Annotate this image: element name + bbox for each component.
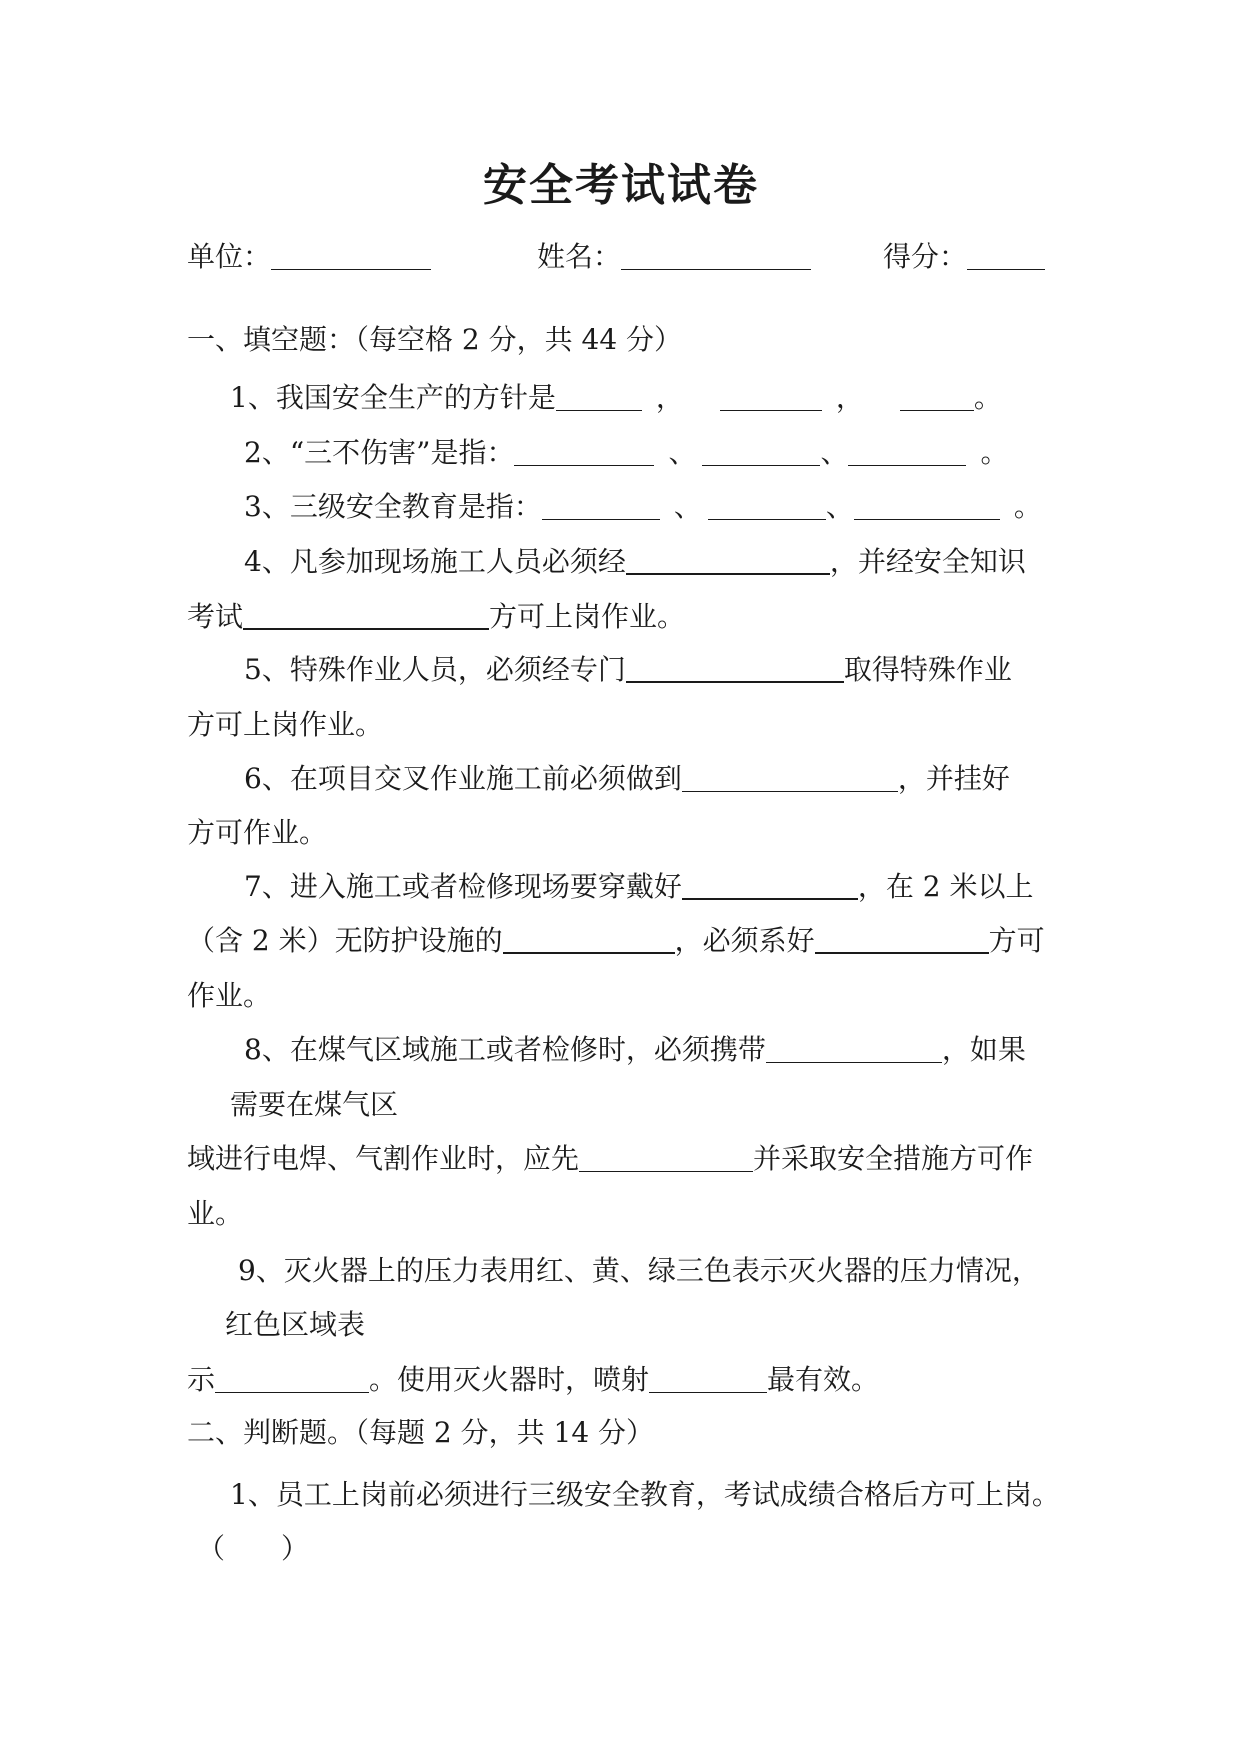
q3-blank-3[interactable] bbox=[854, 493, 1000, 520]
question-4-line-2: 考试 方可上岗作业。 bbox=[187, 600, 686, 633]
q2-blank-2[interactable] bbox=[702, 439, 820, 466]
score-label: 得分： bbox=[883, 240, 968, 273]
unit-label: 单位： bbox=[187, 240, 272, 273]
q9-blank-1[interactable] bbox=[215, 1366, 369, 1393]
name-field bbox=[537, 240, 811, 274]
page-title: 安全考试试卷 bbox=[483, 160, 759, 211]
question-5-line-1: 5、特殊作业人员，必须经专门 取得特殊作业 bbox=[244, 653, 1012, 686]
question-5-line-2: 方可上岗作业。 bbox=[187, 708, 384, 741]
question-8-line-1: 8、在煤气区域施工或者检修时，必须携带 ，如果 bbox=[244, 1033, 1026, 1066]
q9-blank-2[interactable] bbox=[649, 1366, 767, 1393]
q8-blank-1[interactable] bbox=[766, 1036, 942, 1063]
question-4-line-1: 4、凡参加现场施工人员必须经 ，并经安全知识 bbox=[244, 545, 1026, 578]
question-8-line-4: 业。 bbox=[187, 1197, 244, 1230]
question-9-line-2: 红色区域表 bbox=[225, 1308, 366, 1341]
q6-blank-1[interactable] bbox=[682, 765, 898, 792]
q7-blank-1[interactable] bbox=[682, 872, 858, 900]
question-9-line-3: 示 。使用灭火器时，喷射 最有效。 bbox=[187, 1363, 880, 1396]
q1-blank-2[interactable] bbox=[720, 384, 822, 411]
question-9-line-1: 9、灭火器上的压力表用红、黄、绿三色表示灭火器的压力情况， bbox=[238, 1254, 1040, 1287]
q1-blank-1[interactable] bbox=[556, 384, 642, 411]
name-label: 姓名： bbox=[537, 240, 622, 273]
score-field bbox=[883, 240, 1045, 274]
q7-blank-2[interactable] bbox=[503, 926, 675, 954]
question-1: 1、我国安全生产的方针是 ， ， 。 bbox=[230, 381, 1002, 414]
question-6-line-2: 方可作业。 bbox=[187, 816, 328, 849]
section-1-heading: 一、填空题：（每空格 2 分，共 44 分） bbox=[187, 323, 683, 356]
q7-blank-3[interactable] bbox=[815, 926, 989, 954]
question-6-line-1: 6、在项目交叉作业施工前必须做到 ，并挂好 bbox=[244, 762, 1010, 795]
judge-question-1-answer[interactable]: （ ） bbox=[197, 1532, 310, 1565]
q1-blank-3[interactable] bbox=[900, 384, 974, 411]
q2-blank-1[interactable] bbox=[514, 439, 654, 466]
unit-blank[interactable] bbox=[271, 243, 431, 270]
question-2: 2、“三不伤害”是指： 、 、 。 bbox=[244, 436, 1009, 469]
question-8-line-2: 需要在煤气区 bbox=[230, 1088, 399, 1121]
q3-blank-1[interactable] bbox=[542, 493, 660, 520]
q3-blank-2[interactable] bbox=[708, 493, 826, 520]
section-2-heading: 二、判断题。（每题 2 分，共 14 分） bbox=[187, 1416, 655, 1449]
question-7-line-3: 作业。 bbox=[187, 979, 272, 1012]
name-blank[interactable] bbox=[621, 243, 811, 270]
question-3: 3、三级安全教育是指： 、 、 。 bbox=[244, 490, 1042, 523]
question-8-line-3: 域进行电焊、气割作业时，应先 并采取安全措施方可作 bbox=[187, 1142, 1034, 1175]
q4-blank-2[interactable] bbox=[243, 602, 489, 630]
question-7-line-1: 7、进入施工或者检修现场要穿戴好 ，在 2 米以上 bbox=[244, 870, 1034, 903]
unit-field bbox=[187, 240, 431, 274]
q4-blank-1[interactable] bbox=[626, 547, 830, 575]
question-7-line-2: （含 2 米）无防护设施的 ，必须系好 方可 bbox=[187, 924, 1045, 957]
judge-question-1-line-1: 1、员工上岗前必须进行三级安全教育，考试成绩合格后方可上岗。 bbox=[230, 1478, 1060, 1511]
q5-blank-1[interactable] bbox=[626, 655, 844, 683]
q2-blank-3[interactable] bbox=[848, 439, 966, 466]
score-blank[interactable] bbox=[967, 243, 1045, 270]
q8-blank-2[interactable] bbox=[579, 1145, 753, 1172]
